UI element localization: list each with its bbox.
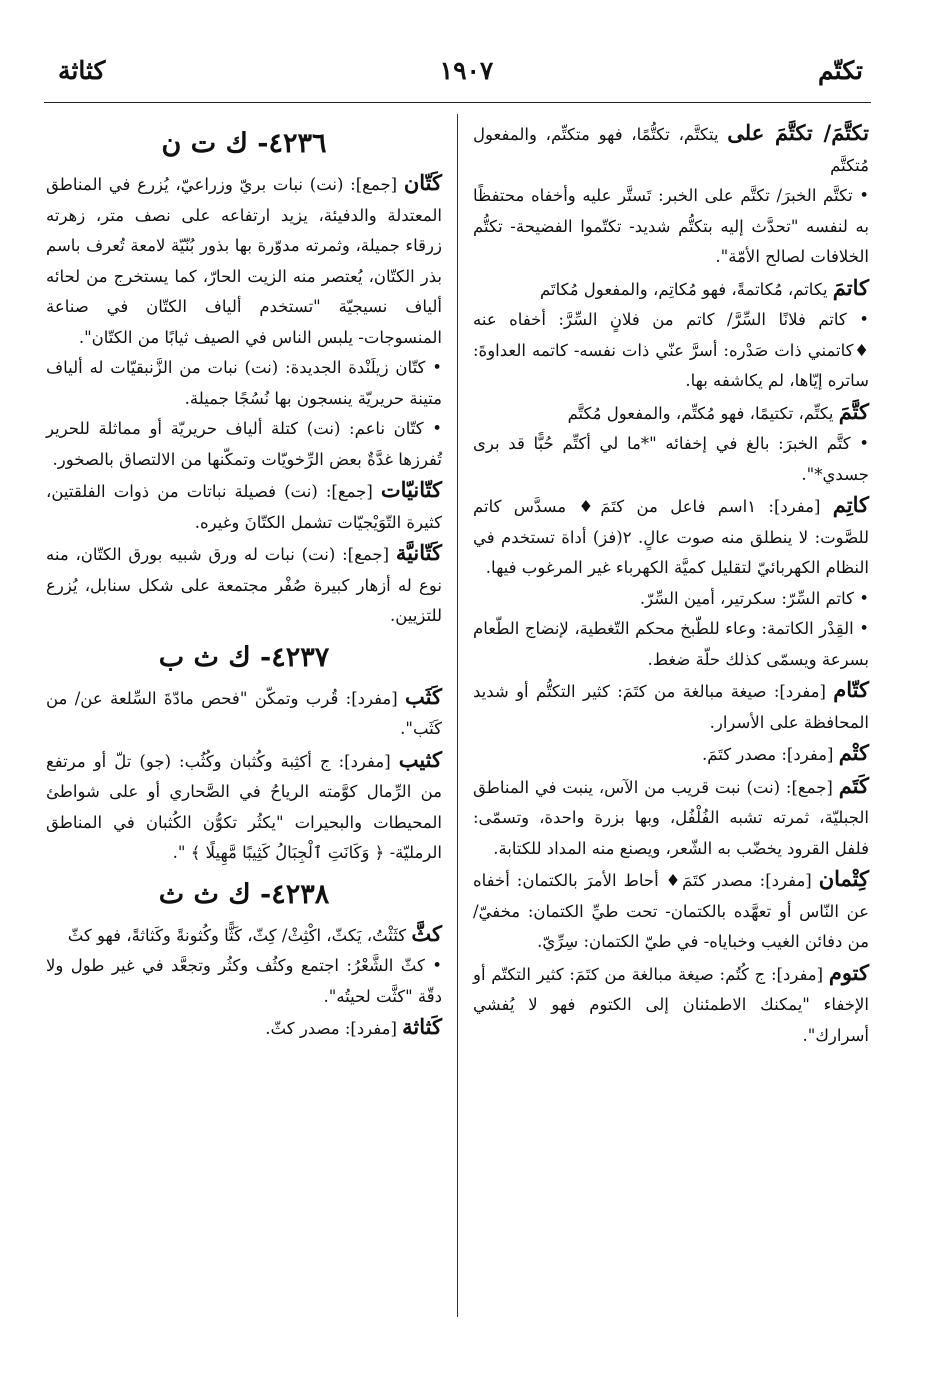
entry-definition: [مفرد]: صيغة مبالغة من كتَمَ: كثير التكتُّم أو شديد المحافظة على الأسرار. [473, 682, 869, 732]
entry-headword: كثَّ [411, 920, 442, 946]
entry-definition: يكاتم، مُكاتمةً، فهو مُكاتِم، والمفعول مُكاتَم [540, 279, 833, 299]
entry-headword: كَثَب [405, 683, 442, 709]
dictionary-entry [46, 745, 442, 869]
page-number: ١٩٠٧ [439, 56, 494, 85]
column-divider [457, 114, 458, 1317]
entry-headword: كَتّانيَّة [395, 540, 442, 565]
root-entries [46, 682, 442, 869]
root-heading: ٤٢٣٨- ك ث ث [158, 878, 330, 910]
dictionary-entry [46, 682, 442, 745]
header-right-guide-word: تكتّم [818, 56, 863, 85]
dictionary-entry [473, 614, 869, 675]
entry-headword: كاتمَ [832, 274, 869, 300]
dictionary-entry [473, 584, 869, 615]
entry-definition: • كاتم السِّرّ: سكرتير، أمين السِّرّ. [639, 588, 869, 608]
root-heading: ٤٢٣٧- ك ث ب [158, 641, 330, 673]
entry-headword: كثيب [398, 746, 442, 772]
entry-definition: [جمع]: (نت) نبات بريّ وزراعيّ، يُزرع في المناطق المعتدلة والدفيئة، يزيد ارتفاعه على نصف متر، زهرته زرقاء جميلة، وثمرته مدوّرة بها بذور بُنّيّة لامعة تُعرف باسم بذر الكتّان، يُعتصر منه الزيت الحارّ، كما يستخرج من لحائه ألياف نسيجيّة "تستخدم ألياف الكتّان في صناعة المنسوجات- يلبس الناس في الصيف ثيابًا من الكتّان". [46, 175, 442, 347]
root-heading: ٤٢٣٦- ك ت ن [161, 128, 327, 159]
dictionary-entry [473, 490, 869, 584]
entry-headword: كِتْمان [818, 866, 869, 891]
entry-definition: يكتِّم، تكتيمًا، فهو مُكتِّم، والمفعول مُكتَّم [567, 403, 839, 423]
entry-headword: كَثاثة [402, 1014, 442, 1039]
dictionary-entry [46, 414, 442, 475]
entry-headword: كاتِم [832, 492, 870, 517]
entry-definition: • كتَّم الخبرَ: بالغ في إخفائه "*ما لي أكتِّم حُبًّا قد برى جسدي*". [473, 434, 869, 484]
entry-definition: • القِدْر الكاتمة: وعاء للطّبخ محكم التّغطية، لإنضاج الطّعام بسرعة ويسمّى كذلك حلّة ضغط. [473, 619, 869, 669]
entry-definition: • كثّ الشَّعْرُ: اجتمع وكثُف وكثُر وتجعَّد في غير طول ولا دقّة "كثَّت لحيتُه". [46, 956, 442, 1006]
dictionary-entry [46, 919, 442, 952]
header-left-guide-word: كثاثة [58, 56, 106, 85]
dictionary-entry [46, 951, 442, 1012]
dictionary-entry [473, 273, 869, 306]
entry-definition: • كاتم فلانًا السِّرَّ/ كاتم من فلانٍ السِّرَّ: أخفاه عنه ♦كاتمني ذات صَدْره: أسرَّ عنّي ذات نفسه- كاتمه العداوةَ: ساتره إيّاها، لم يكاشفه بها. [473, 310, 869, 390]
left-column [46, 118, 442, 1045]
dictionary-entry [473, 429, 869, 490]
entry-headword: كتوم [828, 959, 869, 985]
entry-definition: [مفرد]: مصدر كتَمَ. [702, 745, 839, 764]
header-rule [44, 102, 871, 103]
entry-definition: • كتّان زيلَنْدة الجديدة: (نت) نبات من الزَّنبقيّات له ألياف متينة حريريّة ينسجون بها نُسُجًا جميلة. [46, 358, 442, 408]
entry-definition: [جمع]: (نت) فصيلة نباتات من ذوات الفلقتين، كثيرة التّوَيْجيّات تشمل الكتّانَ وغيره. [46, 482, 442, 532]
dictionary-entry [46, 475, 442, 538]
dictionary-entry [473, 771, 869, 865]
dictionary-entry [46, 1012, 442, 1045]
dictionary-entry [473, 118, 869, 181]
root-entries [46, 168, 442, 632]
entry-headword: كتّام [833, 677, 869, 702]
dictionary-entry [473, 864, 869, 958]
entry-definition: [جمع]: (نت) نبت قريب من الآس، ينبت في المناطق الجبليّة، ثمرته تشبه الفُلْفُل، وبها بزرة واحدة، وتسمّى: فلفل القرود يخضّب به الشّعر، ويصنع منه المداد للكتابة. [473, 777, 869, 858]
entry-definition: [مفرد]: مصدر كتَمَ♦ أحاط الأمرَ بالكتمان: أخفاه عن النّاس أو تعهَّده بالكتمان- تحت طيِّ الكتمان: مخفيّ/ من دفائن الغيب وخباياه- في طيّ الكتمان: سِرِّيّ. [473, 871, 869, 951]
entry-definition: [مفرد]: قُرب وتمكّن "فحص مادّةَ السِّلعة عن/ من كَثَب". [46, 688, 442, 738]
entry-definition: يتكتَّم، تكتُّمًا، فهو متكتِّم، والمفعول مُتكتَّم [473, 125, 869, 175]
dictionary-entry [46, 353, 442, 414]
dictionary-entry [46, 168, 442, 353]
entry-definition: • تكتَّم الخبرَ/ تكتَّم على الخبر: تَستَّر عليه وأخفاه محتفظًا به لنفسه "تحدَّث إليه بتكتُّم شديد- تكتّموا الفضيحة- تكتُّم الخلافات لصالح الأمّة". [473, 186, 869, 266]
dictionary-entry [473, 675, 869, 738]
dictionary-entry [473, 738, 869, 771]
entry-headword: تكتَّمَ/ تكتَّمَ على [727, 120, 869, 145]
entry-headword: كتَّمَ [838, 398, 869, 424]
entry-definition: [مفرد]: مصدر كثّ. [265, 1019, 403, 1038]
dictionary-entry [473, 397, 869, 430]
dictionary-entry [46, 538, 442, 632]
entry-headword: كَتّان [403, 170, 442, 195]
root-entries [46, 919, 442, 1045]
dictionary-entry [473, 305, 869, 397]
dictionary-entry [473, 958, 869, 1052]
entry-definition: [مفرد]: ج كُتُم: صيغة مبالغة من كتَمَ: كثير التكتّم أو الإخفاء "يمكنك الاطمئنان إلى الكتوم فهو لا يُفشي أسرارك". [473, 964, 869, 1045]
entry-definition: [جمع]: (نت) نبات له ورق شبيه بورق الكتّان، منه نوع له أزهار كبيرة صُفْر مجتمعة على شكل سنابل، يُزرع للتزيين. [46, 545, 442, 625]
entry-headword: كَتَم [838, 772, 869, 798]
entry-definition: كثَثْتُ، يَكثّ، اكْثِثْ/ كِثّ، كَثًّا وكُثونةً وكَثاثةً، فهو كثّ [67, 925, 412, 945]
entry-headword: كتّانيّات [380, 477, 442, 502]
entry-headword: كتْم [838, 740, 869, 765]
entry-definition: • كتّان ناعم: (نت) كتلة ألياف حريريّة أو مماثلة للحرير تُفرزها غدَّةٌ بعض الرِّخويّات وتمكّنها من الالتصاق بالصخور. [46, 419, 442, 469]
entry-definition: [مفرد]: ١اسم فاعل من كتَمَ♦ مسدَّس كاتم للصَّوت: لا ينطلق منه صوت عالٍ. ٢(فز) أداة تستخدم في النظام الكهربائيّ لتقليل كميَّة الكهرباء غير المرغوب فيها. [473, 497, 869, 577]
right-column [473, 118, 869, 1051]
dictionary-entry [473, 181, 869, 273]
entry-definition: [مفرد]: ج أكثِبة وكُثبان وكُثُب: (جو) تلّ أو مرتفع من الرِّمال كوَّمته الرياحُ في الصَّحاري أو على شواطئ المحيطات والبحيرات "يكثُر تكوُّن الكُثبان في المناطق الرمليّة- ﴿ وَكَانَتِ ٱلْجِبَالُ كَثِيبًا مَّهِيلًا ﴾ ". [46, 751, 442, 862]
